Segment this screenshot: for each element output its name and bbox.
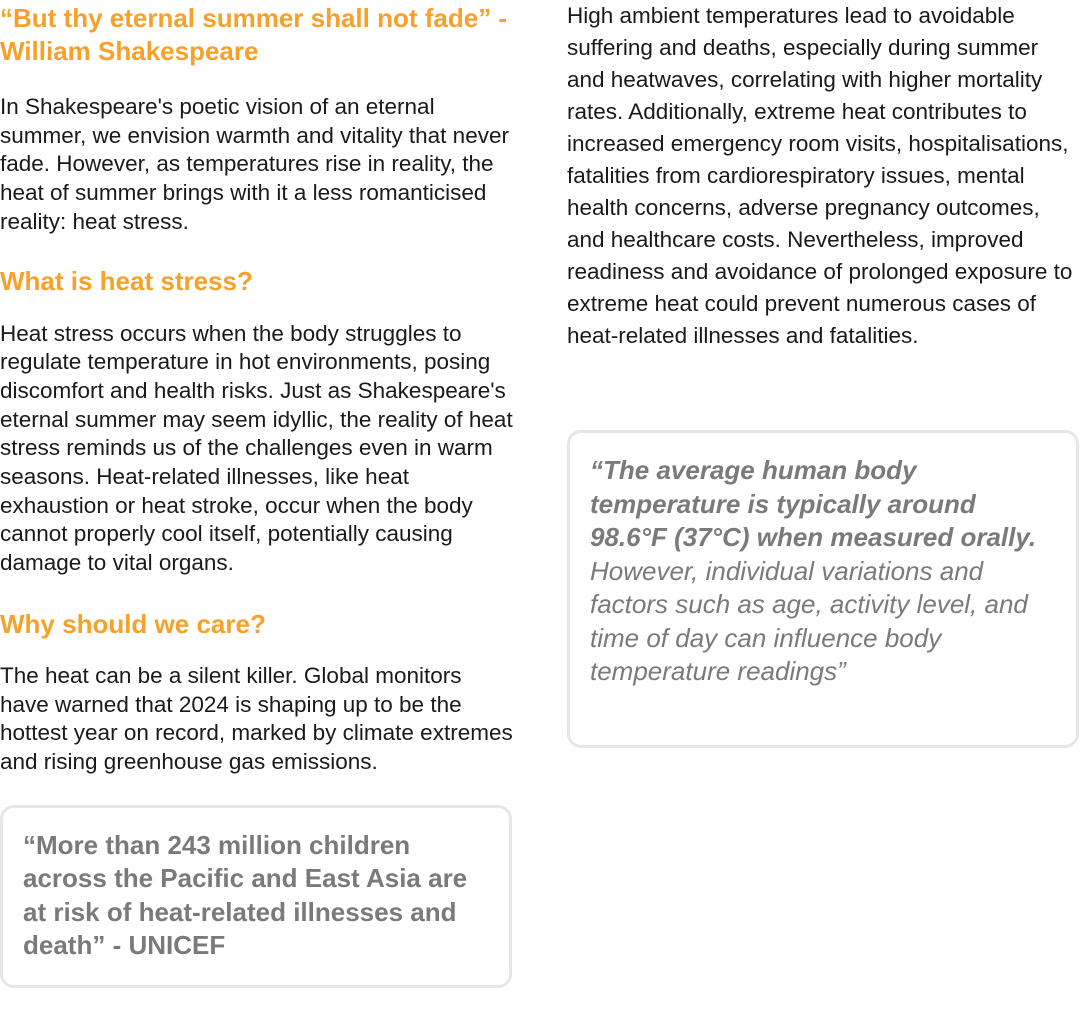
callout-bold-text: “The average human body temperature is typically around 98.6°F (37°C) when measured orally. (590, 455, 1037, 552)
quote-heading: “But thy eternal summer shall not fade” - William Shakespeare (0, 3, 508, 66)
right-column (567, 0, 1080, 352)
callout-rest-text: However, individual variations and factors such as age, activity level, and time of day can influence body temperature readings” (590, 555, 1028, 686)
intro-paragraph: In Shakespeare's poetic vision of an eternal summer, we envision warmth and vitality that never fade. However, as temperatures rise in reality, the heat of summer brings with it a less romanticised reality: heat stress. (0, 94, 509, 234)
why-should-we-care-heading: Why should we care? (0, 608, 266, 639)
body-temperature-callout (567, 430, 1079, 748)
why-should-we-care-paragraph: The heat can be a silent killer. Global monitors have warned that 2024 is shaping up to be the hottest year on record, marked by climate extremes and rising greenhouse gas emissions. (0, 662, 513, 774)
unicef-callout: “More than 243 million children across the Pacific and East Asia are at risk of heat-related illnesses and death” - UNICEF (0, 805, 512, 988)
left-column (0, 0, 515, 988)
health-impact-paragraph: High ambient temperatures lead to avoidable suffering and deaths, especially during summer and heatwaves, correlating with higher mortality rates. Additionally, extreme heat contributes to increased emergency room visits, hospitalisations, fatalities from cardiorespiratory issues, mental health concerns, adverse pregnancy outcomes, and healthcare costs. Nevertheless, improved readiness and avoidance of prolonged exposure to extreme heat could prevent numerous cases of heat-related illnesses and fatalities. (567, 3, 1073, 348)
what-is-heat-stress-paragraph: Heat stress occurs when the body struggles to regulate temperature in hot environments, posing discomfort and health risks. Just as Shakespeare's eternal summer may seem idyllic, the reality of heat stress reminds us of the challenges even in warm seasons. Heat-related illnesses, like heat exhaustion or heat stroke, occur when the body cannot properly cool itself, potentially causing damage to vital organs. (0, 320, 513, 576)
what-is-heat-stress-heading: What is heat stress? (0, 265, 253, 296)
